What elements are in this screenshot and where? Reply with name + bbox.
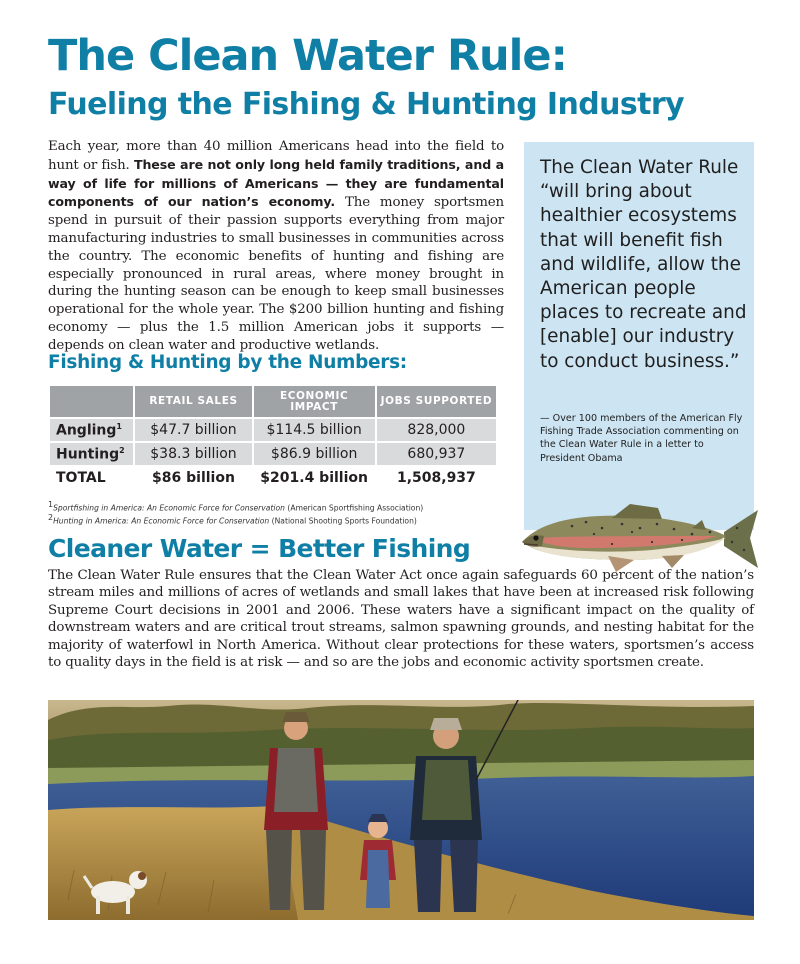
intro-paragraph: [48, 138, 504, 355]
footnote: [48, 513, 508, 526]
cleaner-water-heading: Cleaner Water = Better Fishing: [48, 534, 471, 563]
table-row: [50, 443, 496, 465]
row-label-text: Hunting: [56, 446, 120, 463]
footnote: [48, 500, 508, 513]
numbers-heading: Fishing & Hunting by the Numbers:: [48, 352, 407, 373]
quote-box: [524, 142, 754, 530]
row-footnote-marker: 1: [116, 421, 122, 431]
jobs-cell: 828,000: [377, 419, 496, 441]
row-label-text: Angling: [56, 422, 117, 439]
intro-lead: Each year, more than 40 million Americans head into the field to hunt or fish.: [48, 139, 504, 173]
table-header-impact: ECONOMIC IMPACT: [254, 386, 375, 417]
footnote-source: (American Sportfishing Association): [285, 503, 424, 513]
footnote-title: Hunting in America: An Economic Force for Conservation: [53, 516, 270, 526]
retail-cell: $47.7 billion: [135, 419, 251, 441]
row-label: [50, 419, 133, 441]
footnote-number: 1: [48, 500, 54, 509]
footnotes: [48, 500, 508, 526]
impact-cell: $201.4 billion: [254, 467, 375, 489]
retail-cell: $38.3 billion: [135, 443, 251, 465]
quote-attribution: — Over 100 members of the American Fly Fishing Trade Association commenting on the Clean Water Rule in a letter to President Obama: [540, 413, 743, 464]
impact-cell: $86.9 billion: [254, 443, 375, 465]
table-header-jobs: JOBS SUPPORTED: [377, 386, 496, 417]
retail-cell: $86 billion: [135, 467, 251, 489]
footnote-number: 2: [48, 513, 54, 523]
table-row: [50, 419, 496, 441]
row-label: TOTAL: [50, 467, 133, 489]
impact-cell: $114.5 billion: [254, 419, 375, 441]
row-label: [50, 443, 133, 465]
page-title: The Clean Water Rule:: [48, 31, 567, 81]
table-header-row: [50, 386, 496, 417]
table-header-retail: RETAIL SALES: [135, 386, 251, 417]
intro-rest: The money sportsmen spend in pursuit of their passion supports everything from major manufacturing industries to small businesses in communities across the country. The economic benefits of hunting and fishing are especially pronounced in rural areas, where money brought in during the hunting season can be enough to keep small businesses operational for the whole year. The $200 billion hunting and fishing economy — plus the 1.5 million American jobs it supports — depends on clean water and productive wetlands.: [48, 195, 505, 353]
page-subtitle: Fueling the Fishing & Hunting Industry: [48, 87, 685, 122]
footnote-source: (National Shooting Sports Foundation): [269, 516, 417, 526]
jobs-cell: 1,508,937: [377, 467, 496, 489]
table-total-row: [50, 467, 496, 489]
jobs-cell: 680,937: [377, 443, 496, 465]
cleaner-water-paragraph: The Clean Water Rule ensures that the Clean Water Act once again safeguards 60 percent of the nation’s stream miles and millions of acres of wetlands and small lakes that have been at increased risk following Supreme Court decisions in 2001 and 2006. These waters have a significant impact on the quality of downstream waters and are critical trout streams, salmon spawning grounds, and nesting habitat for the majority of waterfowl in North America. Without clear protections for these waters, sportsmen’s access to quality days in the field is at risk — and so are the jobs and economic activity sportsmen create.: [48, 568, 754, 671]
stats-table: [48, 384, 498, 491]
quote-text: The Clean Water Rule “will bring about healthier ecosystems that will benefit fish and wildlife, allow the American people places to recreate and [enable] our industry to conduct business.”: [540, 157, 747, 372]
row-footnote-marker: 2: [119, 445, 125, 455]
family-fishing-photo: [48, 700, 754, 920]
table-header-blank: [50, 386, 133, 417]
intro-bold: These are not only long held family traditions, and a way of life for millions of Americans — they are fundamental components of our nation’s economy.: [48, 156, 504, 210]
footnote-title: Sportfishing in America: An Economic Force for Conservation: [53, 503, 285, 513]
